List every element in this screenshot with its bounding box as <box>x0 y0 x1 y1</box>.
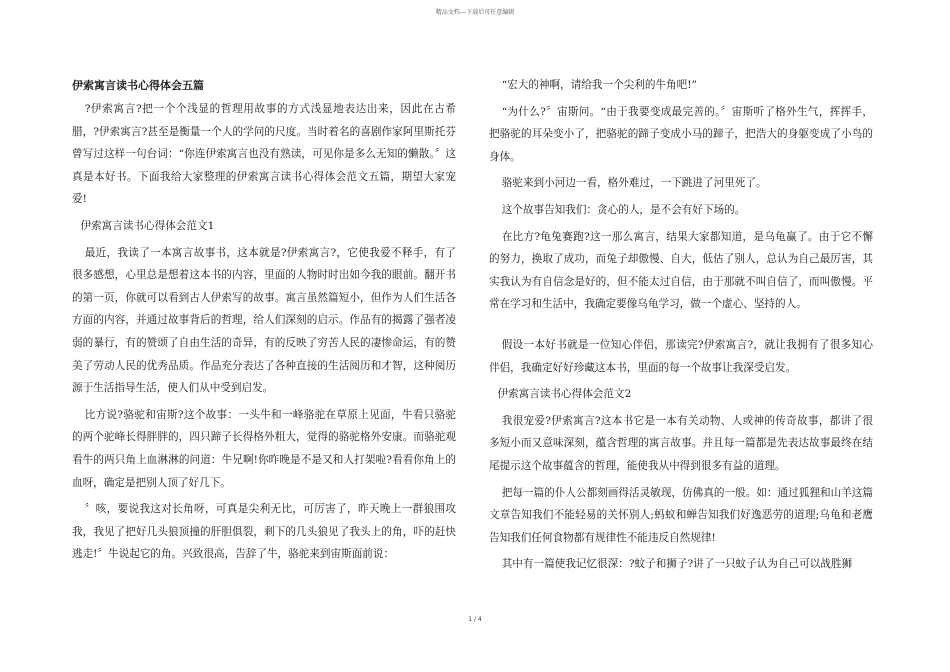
section-heading: 伊索寓言读书心得体会范文2 <box>497 388 632 401</box>
right-column <box>489 74 873 580</box>
paragraph: 这个故事告知我们：贪心的人，是不会有好下场的。 <box>501 203 746 216</box>
paragraph: 〞咳，要说我这对长角呀，可真是尖利无比，可厉害了，昨天晚上一群狼围攻我，我见了把好几头狼顶撞的肝胆俱裂，剩下的几头狼见了我头上的角，吓的赶快逃走!〞牛说起它的角。兴致很高，告辞了牛，骆驼来到宙斯面前说： <box>72 503 456 561</box>
paragraph: “为什么?〞宙斯问。“由于我要变成最完善的。〞宙斯听了格外生气，挥挥手，把骆驼的耳朵变小了，把骆驼的蹄子变成小马的蹄子，把浩大的身躯变成了小鸟的身体。 <box>489 105 873 163</box>
paragraph: 最近，我读了一本寓言故事书，这本就是?伊索寓言?，它使我爱不释手，有了很多感想，心里总是想着这本书的内容，里面的人物时时出如今我的眼前。翻开书的第一页，你就可以看到古人伊索写的故事。寓言虽然篇短小，但作为人们生活各方面的内容，并通过故事背后的哲理，给人们深刻的启示。作品有的揭露了强者凌弱的暴行，有的赞颂了自由生活的奇异，有的反映了穷苦人民的凄惨命运，有的赞美了劳动人民的优秀品质。作品充分表达了各种直接的生活阅历和才智，这种阅历源于生活指导生活，使人们从中受到启发。 <box>72 246 456 395</box>
document-title: 伊索寓言读书心得体会五篇 <box>72 79 204 92</box>
section-heading: 伊索寓言读书心得体会范文1 <box>80 219 215 232</box>
page-number: 1 / 4 <box>468 616 482 623</box>
paragraph: “宏大的神啊，请给我一个尖利的牛角吧!” <box>501 79 697 91</box>
paragraph: 其中有一篇使我记忆很深：?蚊子和狮子?讲了一只蚊子认为自己可以战胜狮 <box>501 558 853 571</box>
paragraph: ?伊索寓言?把一个个浅显的哲理用故事的方式浅显地表达出来，因此在古希腊，?伊索寓言?甚至是衡量一个人的学问的尺度。当时着名的喜剧作家阿里斯托芬曾写过这样一句台词：“你连伊索寓言也没有熟读，可见你是多么无知的懒散。〞这真是本好书。下面我给大家整理的伊索寓言读书心得体会范文五篇，期望大家宠爱! <box>72 103 456 206</box>
paragraph-spacer <box>489 320 873 334</box>
paragraph: 骆驼来到小河边一看，格外难过，一下跳进了河里死了。 <box>501 177 767 190</box>
header-note: 精品文档---下载后可任意编辑 <box>435 9 515 16</box>
paragraph: 我很宠爱?伊索寓言?这本书它是一本有关动物、人或神的传奇故事，都讲了很多短小而又意味深刻，蕴含哲理的寓言故事。并且每一篇都是先表达故事最终在结尾提示这个故事蕴含的哲理，能使我从中得到很多有益的道理。 <box>489 414 873 472</box>
paragraph: 在比方?龟兔赛跑?这一那么寓言，结果大家都知道，是乌龟赢了。由于它不懈的努力，换取了成功，而兔子却傲慢、自大，低估了别人，总认为自己最厉害，其实我认为有自信念是好的，但不能太过自信，由于那就不叫自信了，而叫傲慢。平常在学习和生活中，我确定要像乌龟学习，做一个虚心、坚持的人。 <box>489 230 873 311</box>
paragraph: 把每一篇的仆人公都刻画得活灵敏现，仿佛真的一般。如：通过狐狸和山羊这篇文章告知我们不能轻易的关怀别人;蚂蚁和蝉告知我们好逸恶劳的道理;乌龟和老鹰告知我们任何食物都有规律性不能违反自然规律! <box>489 486 873 544</box>
left-column <box>72 74 456 570</box>
paragraph: 假设一本好书就是一位知心伴侣，那读完?伊索寓言?，就让我拥有了很多知心伴侣，我确定好好珍藏这本书，里面的每一个故事让我深受启发。 <box>489 338 873 374</box>
paragraph: 比方说?骆驼和宙斯?这个故事：一头牛和一峰骆驼在草原上见面，牛看只骆驼的两个驼峰长得胖胖的，四只蹄子长得格外粗大，觉得的骆驼格外安康。而骆驼观看牛的两只角上血淋淋的问道：牛兄啊!你昨晚是不是又和人打架啦?看看你角上的血呀，确定是把别人顶了好几下。 <box>72 408 456 489</box>
